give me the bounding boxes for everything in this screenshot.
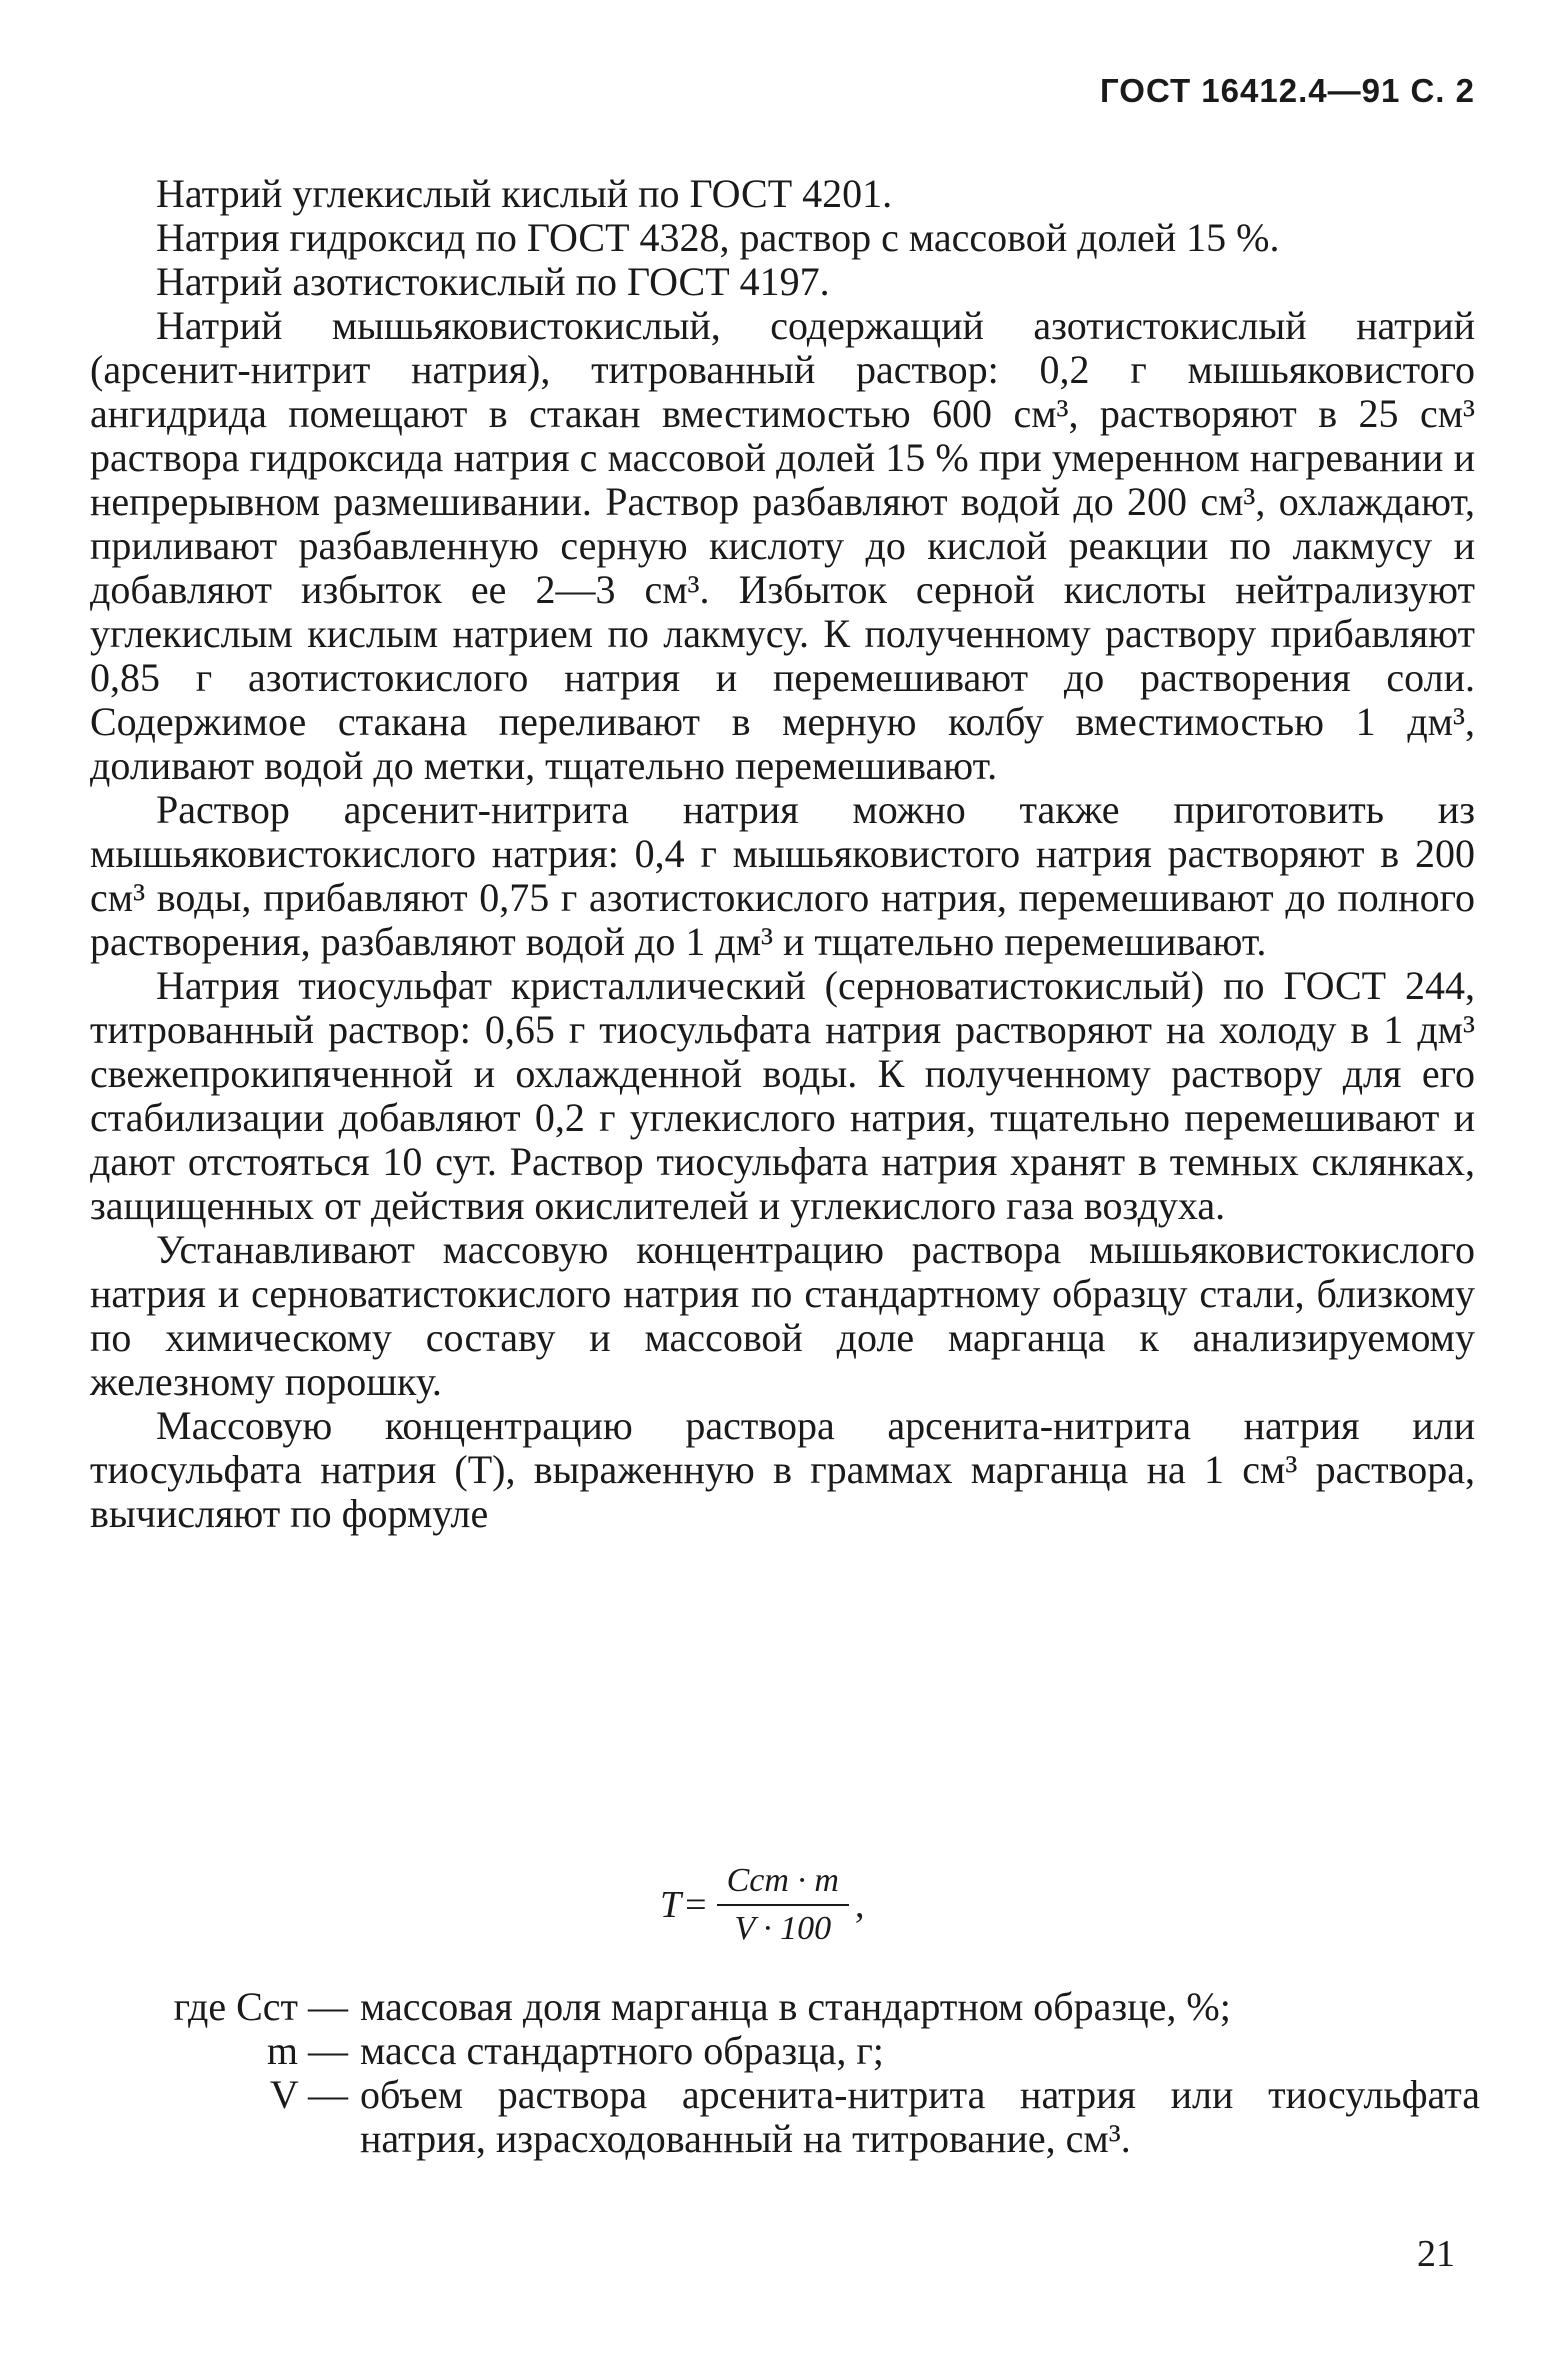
legend-row [150,1985,1480,2029]
legend-description: объем раствора арсенита-нитрита натрия или тиосульфата натрия, израсходованный на титрование, см³. [360,2072,1480,2161]
formula-denominator: V · 100 [734,1910,832,1947]
formula-trailing-comma: , [854,1884,865,1926]
formula-legend [150,1985,1480,2161]
legend-symbol: V — [269,2072,348,2117]
titer-formula [660,1862,864,1948]
legend-description: масса стандартного образца, г; [360,2028,884,2073]
paragraph-standardization: Устанавливают массовую концентрацию раствора мышьяковистокислого натрия и серноватистокислого натрия по стандартному образцу стали, близкому по химическому составу и массовой доле марганца к анализируемому железному порошку. [90,1227,1475,1404]
paragraph-arsenite-nitrite-solution: Натрий мышьяковистокислый, содержащий азотистокислый натрий (арсенит-нитрит натрия), титрованный раствор: 0,2 г мышьяковистого ангидрида помещают в стакан вместимостью 600 см³, растворяют в 25 см³ раствора гидроксида натрия с массовой долей 15 % при умеренном нагревании и непрерывном размешивании. Раствор разбавляют водой до 200 см³, охлаждают, приливают разбавленную серную кислоту до кислой реакции по лакмусу и добавляют избыток ее 2—3 см³. Избыток серной кислоты нейтрализуют углекислым кислым натрием по лакмусу. К полученному раствору прибавляют 0,85 г азотистокислого натрия и перемешивают до растворения соли. Содержимое стакана переливают в мерную колбу вместимостью 1 дм³, доливают водой до метки, тщательно перемешивают. [90,303,1475,788]
formula-lhs: T [660,1884,682,1926]
paragraph-formula-intro: Массовую концентрацию раствора арсенита-нитрита натрия или тиосульфата натрия (T), выраженную в граммах марганца на 1 см³ раствора, вычисляют по формуле [90,1403,1475,1536]
legend-row [150,2073,1480,2161]
formula-equals: = [685,1884,707,1926]
page-number: 21 [1417,2233,1455,2275]
page-header: ГОСТ 16412.4—91 С. 2 [1100,72,1475,109]
formula-fraction [717,1862,849,1948]
paragraph-alternative-preparation: Раствор арсенит-нитрита натрия можно также приготовить из мышьяковистокислого натрия: 0,4 г мышьяковистого натрия растворяют в 200 см³ воды, прибавляют 0,75 г азотистокислого натрия, перемешивают до полного растворения, разбавляют водой до 1 дм³ и тщательно перемешивают. [90,787,1475,964]
paragraph-sodium-thiosulfate: Натрия тиосульфат кристаллический (серноватистокислый) по ГОСТ 244, титрованный раствор: 0,65 г тиосульфата натрия растворяют на холоду в 1 дм³ свежепрокипяченной и охлажденной воды. К полученному раствору для его стабилизации добавляют 0,2 г углекислого натрия, тщательно перемешивают и дают отстояться 10 сут. Раствор тиосульфата натрия хранят в темных склянках, защищенных от действия окислителей и углекислого газа воздуха. [90,963,1475,1228]
legend-row [150,2029,1480,2073]
paragraph-sodium-nitrite: Натрий азотистокислый по ГОСТ 4197. [156,259,830,304]
legend-symbol: где Cст — [173,1984,348,2029]
legend-symbol: m — [266,2028,348,2073]
legend-description: массовая доля марганца в стандартном образце, %; [360,1984,1231,2029]
formula-numerator: Cст · m [717,1862,849,1906]
paragraph-sodium-bicarbonate: Натрий углекислый кислый по ГОСТ 4201. [156,171,893,216]
paragraph-sodium-hydroxide: Натрия гидроксид по ГОСТ 4328, раствор с массовой долей 15 %. [156,215,1280,260]
document-body [90,172,1475,1536]
